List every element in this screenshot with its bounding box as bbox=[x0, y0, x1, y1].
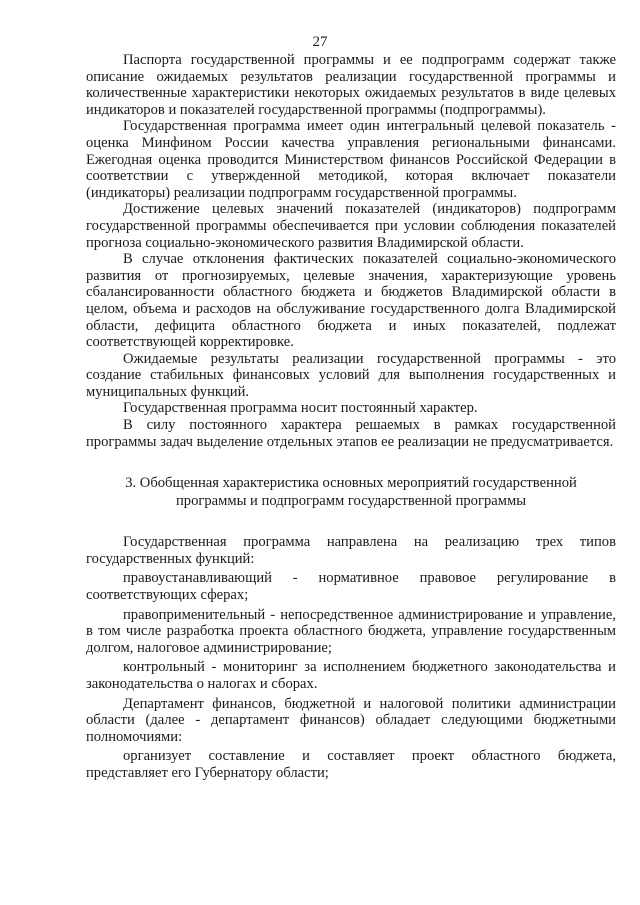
list-item: организует составление и составляет проект областного бюджета, представляет его Губернатору области; bbox=[86, 748, 616, 781]
paragraph: В силу постоянного характера решаемых в рамках государственной программы задач выделение отдельных этапов ее реализации не предусматривается. bbox=[86, 417, 616, 450]
paragraph: Государственная программа носит постоянный характер. bbox=[123, 400, 478, 417]
section-heading: 3. Обобщенная характеристика основных мероприятий государственной программы и подпрограмм государственной программы bbox=[125, 475, 577, 510]
list-item: контрольный - мониторинг за исполнением бюджетного законодательства и законодательства о налогах и сборах. bbox=[86, 659, 616, 692]
paragraph: Паспорта государственной программы и ее подпрограмм содержат также описание ожидаемых результатов реализации государственной программы и количественные характеристики некоторых ожидаемых результатов в виде целевых индикаторов и показателей государственной программы (подпрограммы). bbox=[86, 52, 616, 118]
paragraph: Государственная программа направлена на реализацию трех типов государственных функций: bbox=[86, 534, 616, 567]
paragraph: Ожидаемые результаты реализации государственной программы - это создание стабильных финансовых условий для выполнения государственных и муниципальных функций. bbox=[86, 350, 616, 400]
paragraph: Государственная программа имеет один интегральный целевой показатель - оценка Минфином России качества управления региональными финансами. Ежегодная оценка проводится Министерством финансов Российской Федерации в соответствии с утвержденной методикой, которая включает показатели (индикаторы) реализации подпрограмм государственной программы. bbox=[86, 118, 616, 201]
document-body bbox=[86, 52, 616, 782]
list-item: правоприменительный - непосредственное администрирование и управление, в том числе разработка проекта областного бюджета, управление государственным долгом, налоговое администрирование; bbox=[86, 606, 616, 656]
paragraph: Департамент финансов, бюджетной и налоговой политики администрации области (далее - департамент финансов) обладает следующими бюджетными полномочиями: bbox=[86, 695, 616, 745]
paragraph: Достижение целевых значений показателей (индикаторов) подпрограмм государственной программы обеспечивается при условии соблюдения показателей прогноза социально-экономического развития Владимирской области. bbox=[86, 201, 616, 251]
list-item: правоустанавливающий - нормативное правовое регулирование в соответствующих сферах; bbox=[86, 570, 616, 604]
paragraph: В случае отклонения фактических показателей социально-экономического развития от прогнозируемых, целевые значения, характеризующие уровень сбалансированности областного бюджета и бюджетов Владимирской области в целом, объема и расходов на обслуживание государственного долга Владимирской области, дефицита областного бюджета и иных показателей, подлежат соответствующей корректировке. bbox=[86, 251, 616, 351]
page-number: 27 bbox=[312, 34, 328, 50]
